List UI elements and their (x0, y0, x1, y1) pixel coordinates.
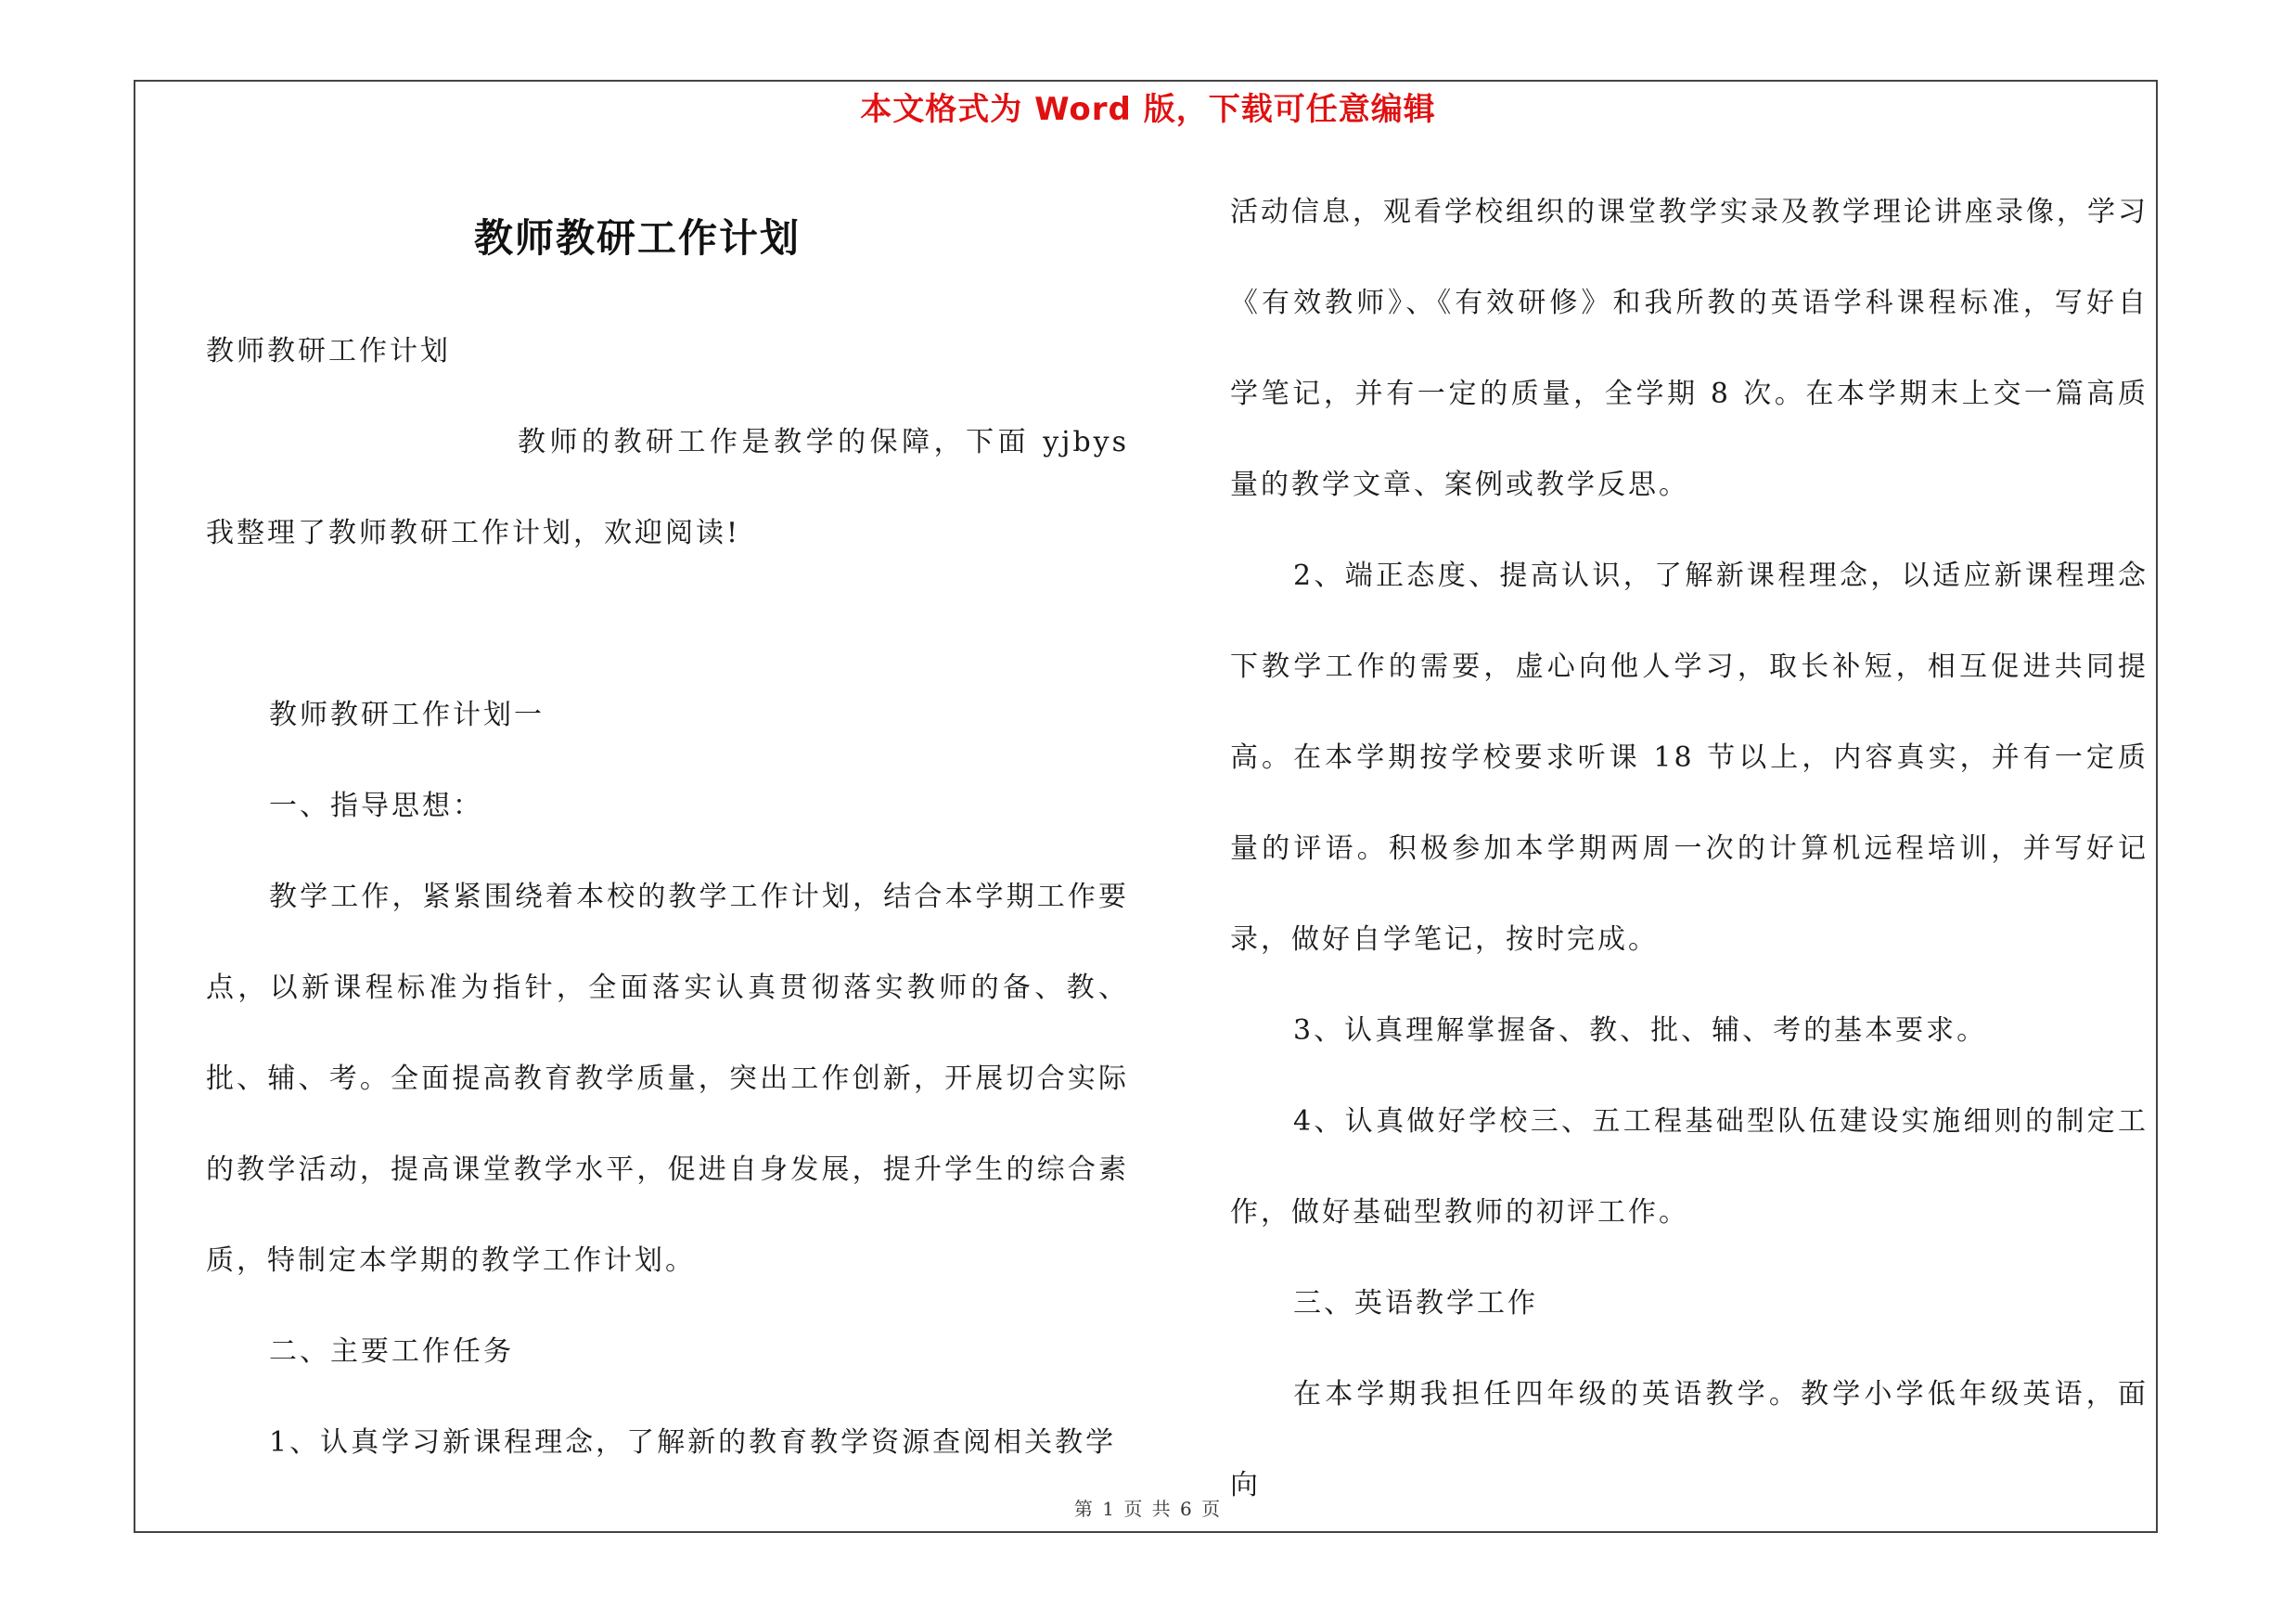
editable-notice-banner: 本文格式为 Word 版，下载可任意编辑 (860, 91, 1436, 128)
body-paragraph: 3、认真理解掌握备、教、批、辅、考的基本要求。 (1293, 1014, 1988, 1047)
page-number-footer: 第 1 页 共 6 页 (1073, 1498, 1223, 1520)
intro-paragraph: 教师的教研工作是教学的保障，下面 yjbys 我整理了教师教研工作计划，欢迎阅读! (206, 426, 1129, 549)
document-title: 教师教研工作计划 (473, 215, 801, 261)
body-paragraph: 1、认真学习新课程理念，了解新的教育教学资源查阅相关教学 (269, 1426, 1117, 1459)
body-paragraph: 2、端正态度、提高认识，了解新课程理念，以适应新课程理念下教学工作的需要，虚心向他人学习，取长补短，相互促进共同提高。在本学期按学校要求听课 18 节以上，内容真实，并有一定质量的评语。积极参加本学期两周一次的计算机远程培训，并写好记录，做好自学笔记，按时完成。 (1230, 560, 2148, 956)
heading-main-tasks: 二、主要工作任务 (269, 1335, 514, 1368)
body-paragraph: 活动信息，观看学校组织的课堂教学实录及教学理论讲座录像，学习《有效教师》、《有效研修》和我所教的英语学科课程标准，写好自学笔记，并有一定的质量，全学期 8 次。在本学期末上交一篇高质量的教学文章、案例或教学反思。 (1230, 196, 2148, 501)
left-column (206, 306, 1129, 1488)
body-paragraph: 在本学期我担任四年级的英语教学。教学小学低年级英语，面向 (1230, 1378, 2148, 1501)
body-paragraph: 教学工作，紧紧围绕着本校的教学工作计划，结合本学期工作要点，以新课程标准为指针，全面落实认真贯彻落实教师的备、教、批、辅、考。全面提高教育教学质量，突出工作创新，开展切合实际的教学活动，提高课堂教学水平，促进自身发展，提升学生的综合素质，特制定本学期的教学工作计划。 (206, 881, 1129, 1277)
right-column (1230, 167, 2148, 1531)
subtitle-paragraph: 教师教研工作计划 (206, 335, 451, 367)
heading-guiding-ideology: 一、指导思想： (269, 790, 483, 822)
heading-english-teaching: 三、英语教学工作 (1293, 1287, 1538, 1320)
blank-line (206, 579, 1129, 670)
body-paragraph: 4、认真做好学校三、五工程基础型队伍建设实施细则的制定工作，做好基础型教师的初评工作。 (1230, 1105, 2148, 1229)
section-heading: 教师教研工作计划一 (269, 699, 545, 731)
